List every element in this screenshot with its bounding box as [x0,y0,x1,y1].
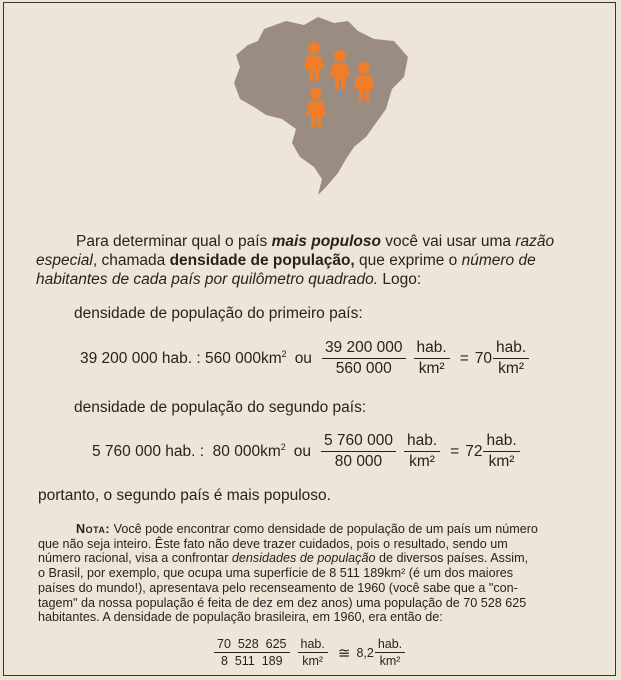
label-second-country: densidade de população do segundo país: [74,399,367,416]
eq1-result-units: $\frac{\text{hab.}}{\text{km²}}$ [493,339,529,378]
intro-line-3: habitantes de cada país por quilômetro quadrado. Logo: [36,271,422,288]
note-paragraph [38,522,605,625]
eq3-result: 8,2 [356,645,374,660]
brazil-map-illustration [226,11,416,201]
note-line-2: que não seja inteiro. Êste fato não deve trazer cuidados, pois o resultado, sendo um [38,536,508,551]
eq1-fraction-units: $\frac{\text{hab.}}{\text{km²}}$ [414,339,450,378]
note-line-3: número racional, visa a confrontar densidades de população de diversos países. Assim, [38,551,529,566]
eq2-equals: = [450,442,460,460]
intro-paragraph [36,233,601,289]
note-line-6: tagem" da nossa população é feita de dez em dez anos) uma população de 70 528 625 [38,595,527,610]
conclusion-text: portanto, o segundo país é mais populoso. [38,487,331,504]
eq2-lhs: 5 760 000 hab. : 80 $000km^2$ [92,441,286,461]
eq3-fraction-values: $\frac{70 528 625}{8 511 189}$ [214,637,290,668]
eq1-ou: ou [294,349,312,367]
eq1-equals: = [459,349,469,367]
eq1-fraction-values: $\frac{39 200 000}{560 000}$ [322,339,406,378]
eq2-ou: ou [293,442,311,460]
intro-line-1: Para determinar qual o país mais populoso você vai usar uma razão [76,233,555,250]
eq3-result-units: $\frac{\text{hab.}}{\text{km²}}$ [375,637,405,668]
equation-first-country [80,339,533,378]
note-line-7: habitantes. A densidade de população brasileira, em 1960, era então de: [38,610,443,625]
eq2-fraction-units: $\frac{\text{hab.}}{\text{km²}}$ [404,432,440,471]
eq3-approx: ≅ [337,644,351,662]
label-first-country: densidade de população do primeiro país: [74,305,363,322]
intro-line-2: especial, chamada densidade de população, que exprime o número de [36,252,536,269]
eq1-result: 70 [474,349,492,367]
eq2-result-units: $\frac{\text{hab.}}{\text{km²}}$ [483,432,519,471]
note-line-1: Nota: Você pode encontrar como densidade de população de um país um número [76,522,538,536]
textbook-page [3,2,616,676]
equation-brazil-density [210,637,409,668]
note-line-5: países do mundo!), apresentava pelo recenseamento de 1960 (você sabe que a "con- [38,580,518,595]
eq1-lhs: 39 200 000 hab. : 560 $000km^2$ [80,348,287,368]
eq2-fraction-values: $\frac{5 760 000}{80 000}$ [321,432,396,471]
note-line-4: o Brasil, por exemplo, que ocupa uma superfície de 8 511 189km² (é um dos maiores [38,566,514,581]
eq2-result: 72 [465,442,483,460]
eq3-fraction-units: $\frac{\text{hab.}}{\text{km²}}$ [298,637,328,668]
equation-second-country [92,432,524,471]
